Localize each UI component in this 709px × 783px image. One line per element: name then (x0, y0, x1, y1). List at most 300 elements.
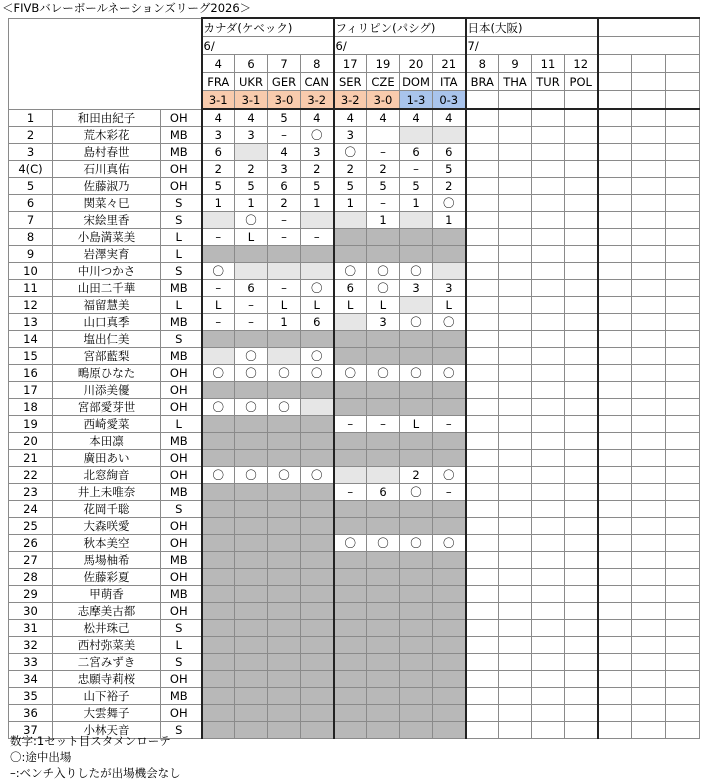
match-cell (466, 603, 499, 620)
match-cell (632, 467, 666, 484)
match-cell (367, 450, 400, 467)
match-cell (367, 654, 400, 671)
match-cell (301, 620, 334, 637)
match-cell (367, 246, 400, 263)
match-cell: 〇 (268, 399, 301, 416)
match-cell: L (433, 297, 466, 314)
player-number: 6 (9, 195, 53, 212)
match-cell (598, 144, 632, 161)
match-cell (202, 552, 235, 569)
match-cell (334, 501, 367, 518)
match-cell (400, 620, 433, 637)
match-cell (666, 178, 700, 195)
roster-table (8, 17, 700, 739)
match-cell: – (433, 484, 466, 501)
opponent-code: UKR (235, 73, 268, 91)
player-name: 大雲舞子 (53, 705, 161, 722)
player-position: OH (161, 535, 197, 552)
match-cell (202, 603, 235, 620)
match-cell (565, 654, 598, 671)
opponent-code: SER (334, 73, 367, 91)
player-position: S (161, 722, 197, 739)
match-cell (466, 620, 499, 637)
match-cell (499, 416, 532, 433)
match-cell (598, 705, 632, 722)
opponent-code: CAN (301, 73, 334, 91)
match-cell (268, 671, 301, 688)
note-bench: –:ベンチ入りしたが出場機会なし (10, 766, 181, 780)
match-cell (565, 552, 598, 569)
match-cell: 6 (367, 484, 400, 501)
match-cell (565, 603, 598, 620)
match-cell (565, 382, 598, 399)
match-cell (202, 416, 235, 433)
match-cell: 4 (202, 109, 235, 127)
match-cell (598, 229, 632, 246)
match-cell (499, 314, 532, 331)
player-row (9, 229, 700, 246)
match-cell (598, 109, 632, 127)
match-cell: – (235, 314, 268, 331)
match-cell (565, 620, 598, 637)
match-cell: 5 (367, 178, 400, 195)
match-cell (367, 331, 400, 348)
match-cell (666, 637, 700, 654)
match-cell (367, 518, 400, 535)
match-day (632, 55, 666, 73)
match-cell (565, 212, 598, 229)
match-cell (598, 535, 632, 552)
match-day: 8 (301, 55, 334, 73)
player-name: 関菜々巳 (53, 195, 161, 212)
match-cell (532, 331, 565, 348)
match-cell (334, 399, 367, 416)
match-cell (268, 484, 301, 501)
match-cell: 6 (301, 314, 334, 331)
player-number: 8 (9, 229, 53, 246)
match-cell: L (268, 297, 301, 314)
match-cell (268, 501, 301, 518)
match-cell (532, 212, 565, 229)
match-cell (666, 501, 700, 518)
match-cell (565, 671, 598, 688)
player-position: S (161, 654, 197, 671)
match-cell (334, 620, 367, 637)
match-cell (268, 450, 301, 467)
match-cell (433, 382, 466, 399)
match-cell (632, 433, 666, 450)
player-row (9, 399, 700, 416)
match-day: 4 (202, 55, 235, 73)
match-cell (301, 382, 334, 399)
match-cell (532, 263, 565, 280)
match-cell (666, 671, 700, 688)
match-cell: 2 (367, 161, 400, 178)
match-cell (499, 246, 532, 263)
match-result (532, 91, 565, 110)
match-cell (632, 314, 666, 331)
match-cell (499, 603, 532, 620)
match-cell: 2 (334, 161, 367, 178)
match-cell (666, 705, 700, 722)
match-cell: – (367, 195, 400, 212)
match-cell (499, 637, 532, 654)
match-cell (632, 501, 666, 518)
opponent-code (666, 73, 700, 91)
match-cell (400, 688, 433, 705)
match-cell (466, 229, 499, 246)
player-position: S (161, 195, 197, 212)
player-position: OH (161, 671, 197, 688)
player-name: 宋絵里香 (53, 212, 161, 229)
match-cell (301, 671, 334, 688)
match-cell: – (202, 280, 235, 297)
match-cell (598, 467, 632, 484)
player-number: 35 (9, 688, 53, 705)
match-cell (301, 688, 334, 705)
match-cell (400, 348, 433, 365)
match-cell: 3 (301, 144, 334, 161)
match-cell: 〇 (235, 467, 268, 484)
match-cell (367, 671, 400, 688)
player-position: OH (161, 109, 197, 127)
player-name: 志摩美古都 (53, 603, 161, 620)
match-cell (466, 688, 499, 705)
player-row (9, 246, 700, 263)
match-cell: L (334, 297, 367, 314)
player-name: 山口真季 (53, 314, 161, 331)
match-cell (565, 178, 598, 195)
match-cell (598, 722, 632, 739)
match-cell (202, 501, 235, 518)
match-cell (598, 569, 632, 586)
match-cell (666, 586, 700, 603)
match-cell: 6 (235, 280, 268, 297)
match-cell (666, 382, 700, 399)
match-cell (598, 603, 632, 620)
match-cell (532, 348, 565, 365)
match-cell (367, 620, 400, 637)
match-result: 0-3 (433, 91, 466, 110)
match-result: 3-1 (235, 91, 268, 110)
player-position: OH (161, 450, 197, 467)
player-row (9, 433, 700, 450)
match-cell (632, 399, 666, 416)
match-cell: 3 (202, 127, 235, 144)
match-cell (632, 263, 666, 280)
match-cell (532, 297, 565, 314)
match-cell: – (367, 416, 400, 433)
player-row (9, 484, 700, 501)
header-pad (598, 18, 700, 37)
player-position: MB (161, 314, 197, 331)
match-cell (400, 127, 433, 144)
match-cell (499, 467, 532, 484)
player-row (9, 603, 700, 620)
match-cell: 〇 (268, 365, 301, 382)
match-cell: – (202, 314, 235, 331)
player-name: 中川つかさ (53, 263, 161, 280)
match-cell (666, 348, 700, 365)
player-name: 秋本美空 (53, 535, 161, 552)
match-cell (433, 518, 466, 535)
match-cell: 1 (334, 195, 367, 212)
player-name: 大森咲愛 (53, 518, 161, 535)
match-cell (235, 535, 268, 552)
match-cell (334, 467, 367, 484)
match-cell (565, 246, 598, 263)
match-cell (466, 178, 499, 195)
match-cell: 〇 (433, 195, 466, 212)
player-number: 7 (9, 212, 53, 229)
match-cell (466, 450, 499, 467)
match-cell (400, 212, 433, 229)
match-cell: 3 (334, 127, 367, 144)
match-cell (235, 654, 268, 671)
match-cell: 1 (367, 212, 400, 229)
match-day: 20 (400, 55, 433, 73)
match-cell (268, 654, 301, 671)
player-row (9, 365, 700, 382)
player-row (9, 654, 700, 671)
match-cell (367, 399, 400, 416)
player-name: 山下裕子 (53, 688, 161, 705)
match-cell (301, 535, 334, 552)
player-name: 本田凛 (53, 433, 161, 450)
match-cell (598, 178, 632, 195)
match-cell (499, 365, 532, 382)
match-cell (632, 331, 666, 348)
player-number: 29 (9, 586, 53, 603)
player-number: 5 (9, 178, 53, 195)
opponent-code: ITA (433, 73, 466, 91)
match-cell: 〇 (334, 365, 367, 382)
note-starting-rotation: 数字:1セット目スタメンローテ (10, 734, 171, 748)
player-position: MB (161, 144, 197, 161)
match-cell (565, 314, 598, 331)
match-cell (433, 722, 466, 739)
match-cell: 2 (301, 161, 334, 178)
match-cell (632, 705, 666, 722)
player-number: 19 (9, 416, 53, 433)
match-cell: – (268, 280, 301, 297)
match-cell (433, 586, 466, 603)
match-cell (235, 586, 268, 603)
match-cell (666, 161, 700, 178)
match-cell (666, 399, 700, 416)
match-cell (632, 654, 666, 671)
match-cell (433, 348, 466, 365)
match-cell (598, 195, 632, 212)
match-cell (433, 501, 466, 518)
player-number: 1 (9, 109, 53, 127)
match-cell (301, 603, 334, 620)
match-cell (202, 637, 235, 654)
match-cell: 6 (268, 178, 301, 195)
player-name: 島村春世 (53, 144, 161, 161)
match-cell (367, 722, 400, 739)
venue-name: 日本(大阪) (466, 18, 598, 37)
opponent-code: GER (268, 73, 301, 91)
match-cell (632, 586, 666, 603)
player-name: 馬場柚希 (53, 552, 161, 569)
match-cell (598, 450, 632, 467)
match-cell (532, 450, 565, 467)
match-cell (400, 297, 433, 314)
match-cell: 〇 (367, 365, 400, 382)
match-cell (499, 348, 532, 365)
match-cell (499, 280, 532, 297)
player-row (9, 178, 700, 195)
match-cell (235, 688, 268, 705)
match-cell (466, 161, 499, 178)
player-number: 37 (9, 722, 53, 739)
match-cell (235, 331, 268, 348)
match-cell (301, 654, 334, 671)
match-cell (666, 280, 700, 297)
match-day: 6 (235, 55, 268, 73)
player-name: 松井珠己 (53, 620, 161, 637)
match-cell (632, 722, 666, 739)
player-name: 井上未唯奈 (53, 484, 161, 501)
match-cell (334, 569, 367, 586)
match-cell (499, 654, 532, 671)
match-cell: 〇 (367, 263, 400, 280)
match-cell (334, 637, 367, 654)
match-cell: 6 (202, 144, 235, 161)
note-substitute: 〇:途中出場 (10, 750, 72, 764)
venue-row (9, 18, 700, 37)
player-row (9, 620, 700, 637)
player-number: 2 (9, 127, 53, 144)
match-cell: 5 (433, 161, 466, 178)
match-cell (565, 365, 598, 382)
match-cell (334, 450, 367, 467)
match-cell (632, 144, 666, 161)
match-cell (433, 263, 466, 280)
match-cell: 〇 (400, 535, 433, 552)
match-cell (367, 705, 400, 722)
match-cell (400, 246, 433, 263)
match-cell (301, 331, 334, 348)
match-cell: 〇 (202, 365, 235, 382)
match-cell: 6 (334, 280, 367, 297)
match-cell (499, 399, 532, 416)
match-day (666, 55, 700, 73)
match-cell (532, 365, 565, 382)
match-cell: 5 (334, 178, 367, 195)
match-cell: 5 (235, 178, 268, 195)
match-cell (367, 586, 400, 603)
match-cell (499, 722, 532, 739)
player-name: 岩澤実育 (53, 246, 161, 263)
match-cell (235, 552, 268, 569)
match-cell (632, 297, 666, 314)
match-cell (499, 297, 532, 314)
match-cell (433, 603, 466, 620)
match-cell (235, 416, 268, 433)
match-cell (666, 109, 700, 127)
header-pad (598, 37, 700, 55)
match-day: 17 (334, 55, 367, 73)
match-cell (202, 569, 235, 586)
match-cell (301, 212, 334, 229)
match-cell: 4 (235, 109, 268, 127)
match-cell (466, 654, 499, 671)
match-cell (632, 620, 666, 637)
player-position: OH (161, 399, 197, 416)
match-cell (235, 501, 268, 518)
player-position: MB (161, 586, 197, 603)
match-cell (466, 552, 499, 569)
match-cell (598, 263, 632, 280)
match-cell (565, 467, 598, 484)
match-cell (532, 688, 565, 705)
match-cell (598, 365, 632, 382)
match-cell (268, 569, 301, 586)
match-cell (666, 467, 700, 484)
match-cell (666, 195, 700, 212)
player-row (9, 109, 700, 127)
match-cell (400, 569, 433, 586)
match-day: 11 (532, 55, 565, 73)
match-cell (499, 161, 532, 178)
match-cell (367, 433, 400, 450)
match-cell: L (400, 416, 433, 433)
match-cell (334, 603, 367, 620)
match-cell: – (400, 161, 433, 178)
match-cell (666, 433, 700, 450)
match-cell: 〇 (268, 467, 301, 484)
match-cell (666, 654, 700, 671)
match-cell: 5 (268, 109, 301, 127)
match-cell (532, 654, 565, 671)
player-name: 小林天音 (53, 722, 161, 739)
match-cell (532, 178, 565, 195)
match-cell (334, 654, 367, 671)
opponent-code: FRA (202, 73, 235, 91)
match-result (666, 91, 700, 110)
match-cell: 2 (202, 161, 235, 178)
match-result (565, 91, 598, 110)
match-cell: L (202, 297, 235, 314)
match-cell (499, 552, 532, 569)
opponent-code: CZE (367, 73, 400, 91)
match-cell (598, 314, 632, 331)
match-cell (632, 365, 666, 382)
match-cell (301, 518, 334, 535)
match-cell: 〇 (301, 365, 334, 382)
match-cell (532, 127, 565, 144)
match-cell (466, 109, 499, 127)
match-result: 1-3 (400, 91, 433, 110)
match-cell (367, 552, 400, 569)
match-cell (268, 263, 301, 280)
match-cell: 3 (367, 314, 400, 331)
match-cell (532, 535, 565, 552)
match-cell (598, 382, 632, 399)
match-cell (466, 365, 499, 382)
match-cell (598, 331, 632, 348)
match-cell (400, 450, 433, 467)
match-cell (632, 127, 666, 144)
player-number: 21 (9, 450, 53, 467)
match-cell: – (334, 484, 367, 501)
player-row (9, 518, 700, 535)
match-cell (666, 688, 700, 705)
player-position: OH (161, 603, 197, 620)
match-cell (268, 535, 301, 552)
